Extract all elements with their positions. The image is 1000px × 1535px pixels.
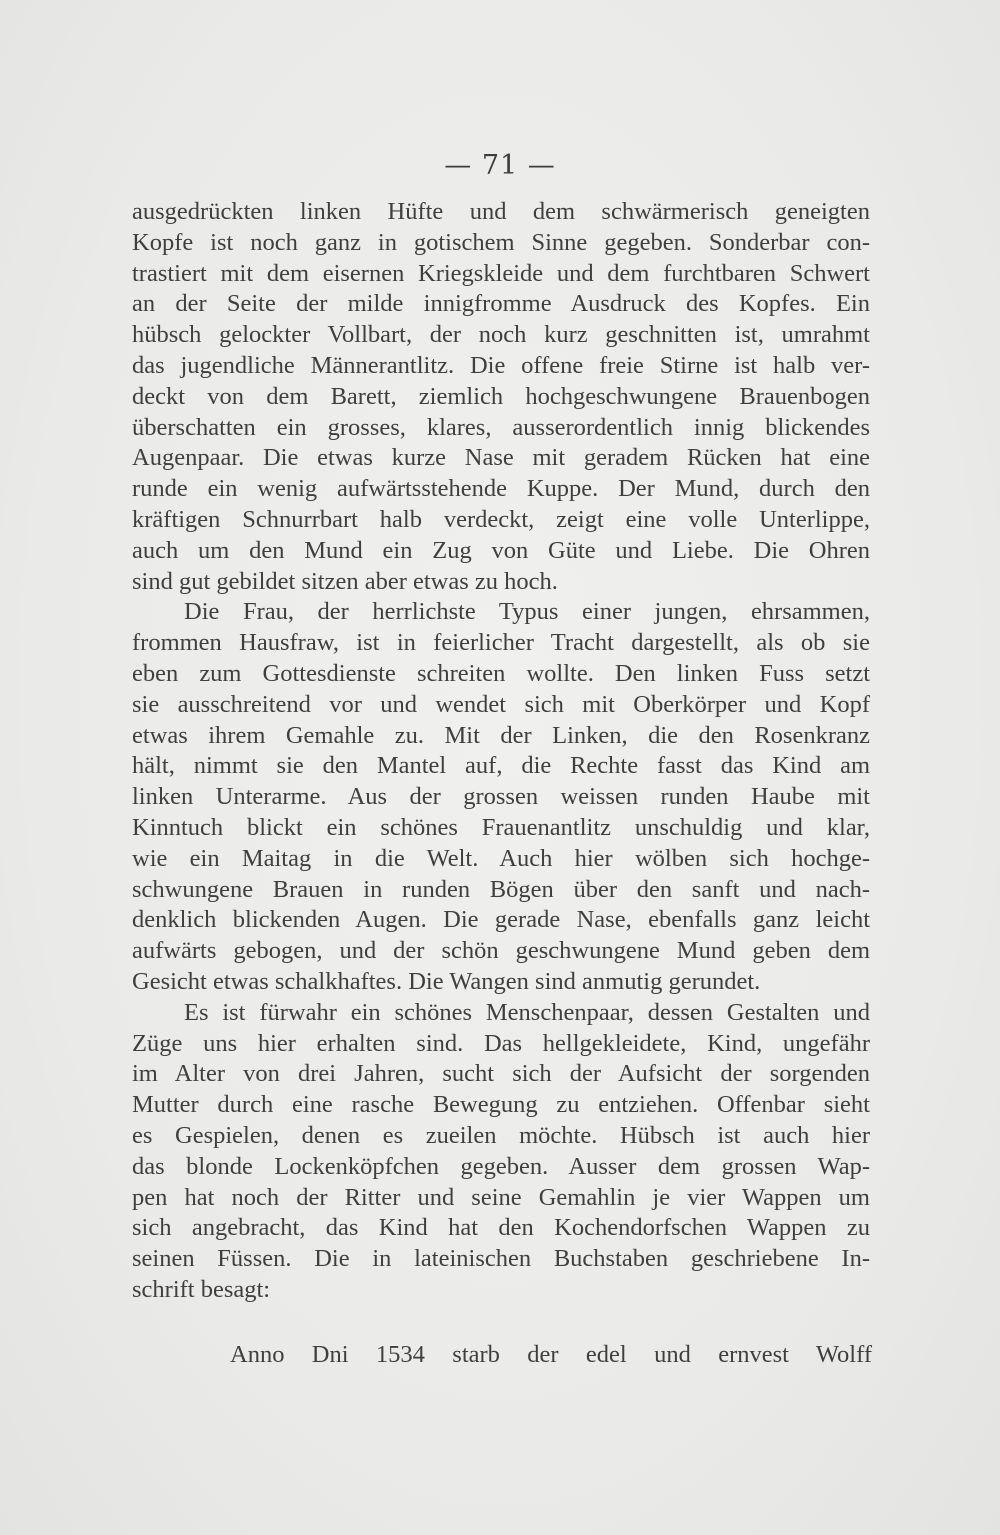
text-line: frommen Hausfraw, ist in feierlicher Tracht dargestellt, als ob sie: [132, 629, 870, 657]
text-line: an der Seite der milde innigfromme Ausdruck des Kopfes. Ein: [132, 290, 870, 318]
text-line: denklich blickenden Augen. Die gerade Nase, ebenfalls ganz leicht: [132, 906, 870, 934]
text-line: pen hat noch der Ritter und seine Gemahlin je vier Wappen um: [132, 1183, 870, 1211]
text-line: im Alter von drei Jahren, sucht sich der Aufsicht der sorgenden: [132, 1060, 870, 1088]
text-line: Gesicht etwas schalkhaftes. Die Wangen sind anmutig gerundet.: [132, 967, 761, 995]
text-line: schrift besagt:: [132, 1275, 271, 1303]
body-text: [132, 197, 870, 1306]
text-line: sie ausschreitend vor und wendet sich mit Oberkörper und Kopf: [132, 690, 870, 718]
text-line: linken Unterarme. Aus der grossen weissen runden Haube mit: [132, 783, 870, 811]
text-line: Mutter durch eine rasche Bewegung zu entziehen. Offenbar sieht: [132, 1091, 870, 1119]
text-line: runde ein wenig aufwärtsstehende Kuppe. Der Mund, durch den: [132, 475, 870, 503]
text-line: das jugendliche Männerantlitz. Die offene freie Stirne ist halb ver-: [132, 351, 870, 379]
text-line: es Gespielen, denen es zueilen möchte. Hübsch ist auch hier: [132, 1121, 870, 1149]
text-line: das blonde Lockenköpfchen gegeben. Ausser dem grossen Wap-: [132, 1152, 870, 1180]
text-line: sich angebracht, das Kind hat den Kochendorfschen Wappen zu: [132, 1214, 870, 1242]
inscription-line: Anno Dni 1534 starb der edel und ernvest Wolff: [230, 1341, 872, 1368]
text-line: Es ist fürwahr ein schönes Menschenpaar, dessen Gestalten und: [184, 998, 870, 1026]
text-line: Kinntuch blickt ein schönes Frauenantlitz unschuldig und klar,: [132, 813, 870, 841]
text-line: hübsch gelockter Vollbart, der noch kurz geschnitten ist, umrahmt: [132, 321, 870, 349]
text-line: überschatten ein grosses, klares, ausserordentlich innig blickendes: [132, 413, 870, 441]
text-line: aufwärts gebogen, und der schön geschwungene Mund geben dem: [132, 937, 870, 965]
text-line: Züge uns hier erhalten sind. Das hellgekleidete, Kind, ungefähr: [132, 1029, 870, 1057]
text-line: trastiert mit dem eisernen Kriegskleide und dem furchtbaren Schwert: [132, 259, 870, 287]
text-line: hält, nimmt sie den Mantel auf, die Rechte fasst das Kind am: [132, 752, 870, 780]
text-line: schwungene Brauen in runden Bögen über den sanft und nach-: [132, 875, 870, 903]
text-line: wie ein Maitag in die Welt. Auch hier wölben sich hochge-: [132, 844, 870, 872]
paragraph: [132, 197, 870, 597]
paragraph: [132, 597, 870, 997]
paragraph: [132, 998, 870, 1306]
text-line: Kopfe ist noch ganz in gotischem Sinne gegeben. Sonderbar con-: [132, 228, 870, 256]
text-line: deckt von dem Barett, ziemlich hochgeschwungene Brauenbogen: [132, 382, 870, 410]
text-line: seinen Füssen. Die in lateinischen Buchstaben geschriebene In-: [132, 1245, 870, 1273]
text-line: Augenpaar. Die etwas kurze Nase mit geradem Rücken hat eine: [132, 444, 870, 472]
text-line: auch um den Mund ein Zug von Güte und Liebe. Die Ohren: [132, 536, 870, 564]
text-line: etwas ihrem Gemahle zu. Mit der Linken, die den Rosenkranz: [132, 721, 870, 749]
text-line: ausgedrückten linken Hüfte und dem schwärmerisch geneigten: [132, 198, 870, 225]
text-line: Die Frau, der herrlichste Typus einer jungen, ehrsammen,: [184, 598, 870, 626]
page-number: — 71 —: [444, 150, 556, 181]
text-line: eben zum Gottesdienste schreiten wollte. Den linken Fuss setzt: [132, 659, 870, 687]
text-line: kräftigen Schnurrbart halb verdeckt, zeigt eine volle Unterlippe,: [132, 505, 870, 533]
text-line: sind gut gebildet sitzen aber etwas zu hoch.: [132, 567, 558, 595]
